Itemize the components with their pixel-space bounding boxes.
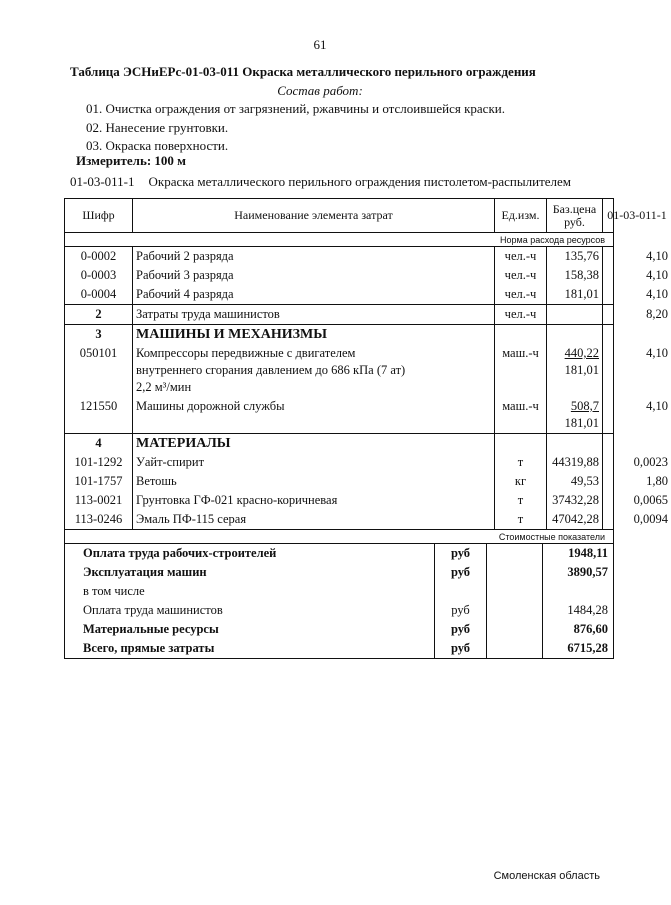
summary-row xyxy=(65,601,613,620)
row-unit: т xyxy=(495,453,547,472)
row-name: Рабочий 3 разряда xyxy=(133,266,495,285)
section-row-materials xyxy=(65,434,613,453)
section-row-machines xyxy=(65,325,613,344)
header-price-line1: Баз.цена xyxy=(552,201,597,216)
row-name-line: внутреннего сгорания давлением до 686 кПа (7 ат) xyxy=(136,363,406,377)
summary-row xyxy=(65,544,613,563)
page-number: 61 xyxy=(313,37,327,52)
header-code: Шифр xyxy=(65,199,133,232)
row-name: Эмаль ПФ-115 серая xyxy=(133,510,495,529)
row-unit: чел.-ч xyxy=(495,285,547,304)
table-row xyxy=(65,510,668,530)
row-code: 113-0021 xyxy=(65,491,133,510)
row-name: Рабочий 4 разряда xyxy=(133,285,495,304)
row-unit: т xyxy=(495,491,547,510)
row-unit: чел.-ч xyxy=(495,305,547,324)
row-price-top: 440,22 xyxy=(564,346,599,360)
table-row xyxy=(65,491,668,510)
row-name: Грунтовка ГФ-021 красно-коричневая xyxy=(133,491,495,510)
summary-value: 876,60 xyxy=(573,622,608,636)
row-name: Машины дорожной службы xyxy=(133,397,495,433)
table-row xyxy=(65,397,668,434)
row-price: 158,38 xyxy=(547,266,603,285)
row-unit: чел.-ч xyxy=(495,266,547,285)
summary-unit: руб xyxy=(435,601,487,620)
summary-value: 1948,11 xyxy=(568,546,608,560)
summary-value: 3890,57 xyxy=(567,565,608,579)
row-price xyxy=(547,397,603,433)
row-name: Рабочий 2 разряда xyxy=(133,247,495,266)
section-title: МАШИНЫ И МЕХАНИЗМЫ xyxy=(133,325,495,344)
row-code: 113-0246 xyxy=(65,510,133,529)
row-price-bottom: 181,01 xyxy=(564,416,599,430)
section-title: МАТЕРИАЛЫ xyxy=(133,434,495,453)
summary-name: Эксплуатация машин xyxy=(65,563,435,582)
table-row xyxy=(65,266,668,285)
table-row xyxy=(65,285,668,305)
row-name xyxy=(133,344,495,397)
row-unit: кг xyxy=(495,472,547,491)
item-line xyxy=(70,174,585,190)
summary-value: 6715,28 xyxy=(567,641,608,655)
row-norm: 0,0094 xyxy=(633,512,668,526)
row-unit: маш.-ч xyxy=(495,344,547,397)
row-name: Затраты труда машинистов xyxy=(133,305,495,324)
summary-unit: руб xyxy=(435,544,487,563)
header-name: Наименование элемента затрат xyxy=(133,199,495,232)
table-title: Таблица ЭСНиЕРс-01-03-011 Окраска металлического перильного ограждения xyxy=(70,64,536,79)
header-price-line2: руб. xyxy=(564,214,585,229)
cost-note: Стоимостные показатели xyxy=(65,530,613,544)
work-item: 01. Очистка ограждения от загрязнений, ржавчины и отслоившейся краски. xyxy=(86,101,505,116)
row-norm: 4,10 xyxy=(646,268,668,282)
row-code: 101-1292 xyxy=(65,453,133,472)
item-code: 01-03-011-1 xyxy=(70,174,135,189)
row-code: 101-1757 xyxy=(65,472,133,491)
row-norm: 0,0065 xyxy=(633,493,668,507)
summary-unit: руб xyxy=(435,620,487,639)
table-row xyxy=(65,453,668,472)
measure-unit: Измеритель: 100 м xyxy=(76,153,187,168)
summary-row xyxy=(65,620,613,639)
table-row xyxy=(65,305,668,325)
row-price-bottom: 181,01 xyxy=(564,363,599,377)
row-code: 050101 xyxy=(65,344,133,397)
row-norm: 4,10 xyxy=(646,399,668,413)
resources-table xyxy=(64,198,668,659)
row-name-line: Компрессоры передвижные с двигателем xyxy=(136,346,356,360)
row-norm: 4,10 xyxy=(646,249,668,263)
header-price xyxy=(547,199,603,232)
row-norm: 8,20 xyxy=(646,307,668,321)
row-code: 2 xyxy=(65,305,133,324)
row-price-top: 508,7 xyxy=(570,399,599,413)
summary-name: Оплата труда рабочих-строителей xyxy=(65,544,435,563)
table-row xyxy=(65,472,668,491)
summary-value xyxy=(543,582,611,601)
row-price xyxy=(547,344,603,397)
row-code: 121550 xyxy=(65,397,133,433)
row-norm: 4,10 xyxy=(646,346,668,360)
summary-name: Всего, прямые затраты xyxy=(65,639,435,658)
summary-name: в том числе xyxy=(65,582,435,601)
header-norm: 01-03-011-1 xyxy=(607,208,667,222)
table-row xyxy=(65,344,668,397)
row-norm: 1,80 xyxy=(646,474,668,488)
table-header xyxy=(65,199,667,233)
summary-row xyxy=(65,582,613,601)
row-unit: т xyxy=(495,510,547,529)
row-unit: маш.-ч xyxy=(495,397,547,433)
summary-value: 1484,28 xyxy=(567,603,608,617)
row-code: 0-0002 xyxy=(65,247,133,266)
row-code: 0-0003 xyxy=(65,266,133,285)
row-norm: 4,10 xyxy=(646,287,668,301)
summary-unit: руб xyxy=(435,563,487,582)
work-item: 03. Окраска поверхности. xyxy=(86,138,229,153)
summary-unit xyxy=(435,582,487,601)
region-footer: Смоленская область xyxy=(493,870,600,882)
row-name: Ветошь xyxy=(133,472,495,491)
works-heading: Состав работ: xyxy=(277,83,363,98)
header-unit: Ед.изм. xyxy=(495,199,547,232)
row-code: 4 xyxy=(65,434,133,453)
norm-note: Норма расхода ресурсов xyxy=(65,233,613,247)
summary-name: Оплата труда машинистов xyxy=(65,601,435,620)
row-code: 0-0004 xyxy=(65,285,133,304)
row-price: 49,53 xyxy=(547,472,603,491)
row-norm: 0,0023 xyxy=(633,455,668,469)
work-item: 02. Нанесение грунтовки. xyxy=(86,120,229,135)
row-price xyxy=(547,305,603,324)
row-unit: чел.-ч xyxy=(495,247,547,266)
row-price: 135,76 xyxy=(547,247,603,266)
summary-row xyxy=(65,639,613,658)
item-name: Окраска металлического перильного ограждения пистолетом-распылителем xyxy=(148,174,572,189)
row-name-line: 2,2 м³/мин xyxy=(136,380,192,394)
row-price: 44319,88 xyxy=(547,453,603,472)
summary-name: Материальные ресурсы xyxy=(65,620,435,639)
summary-row xyxy=(65,563,613,582)
row-price: 181,01 xyxy=(547,285,603,304)
row-code: 3 xyxy=(65,325,133,344)
row-price: 47042,28 xyxy=(547,510,603,529)
summary-unit: руб xyxy=(435,639,487,658)
row-name: Уайт-спирит xyxy=(133,453,495,472)
table-row xyxy=(65,247,668,266)
row-price: 37432,28 xyxy=(547,491,603,510)
